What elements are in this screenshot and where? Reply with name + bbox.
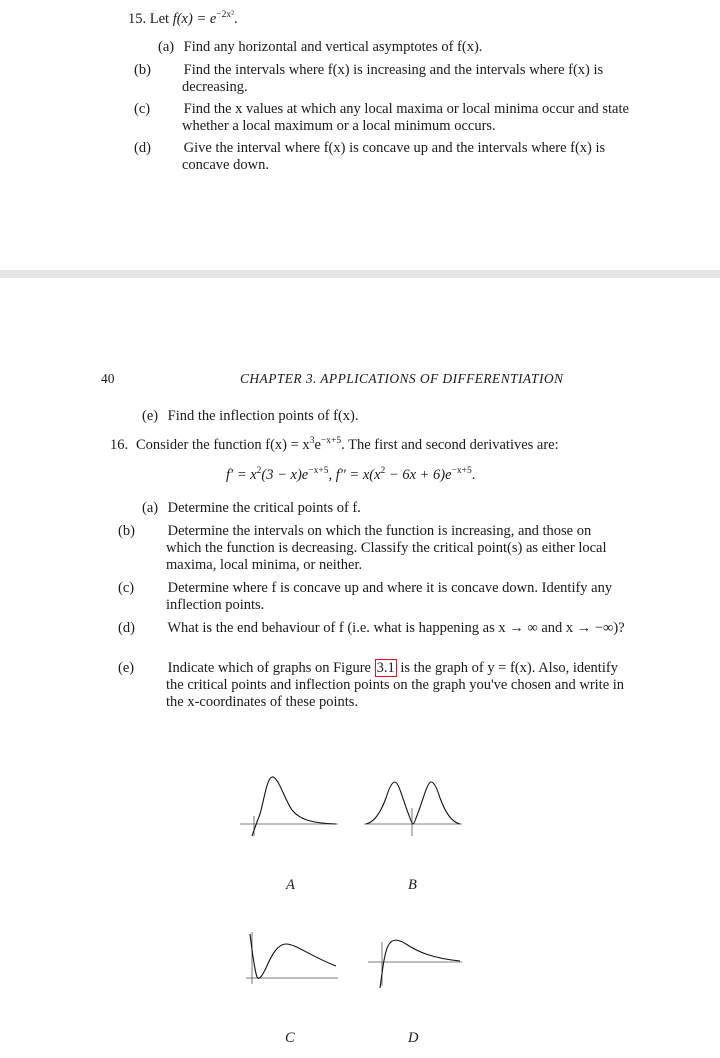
equation-sup: 2: [380, 466, 386, 476]
part-label: (d): [134, 140, 151, 156]
part-label: (e): [118, 660, 135, 676]
graph-label-c: C: [285, 1030, 295, 1046]
graph-d-curve: [380, 940, 460, 988]
part-label: (c): [134, 101, 151, 117]
part-label: (a): [158, 39, 175, 55]
part-label: (b): [134, 62, 151, 78]
chapter-header: CHAPTER 3. APPLICATIONS OF DIFFERENTIATION: [240, 371, 564, 386]
problem-16-intro: [110, 437, 559, 454]
problem-15-exponent: −2x²: [216, 10, 235, 20]
problem-16-part-b: [118, 523, 628, 574]
intro-sup: 3: [309, 436, 315, 446]
problem-15-part-b: [134, 62, 644, 96]
graph-label-b: B: [408, 877, 417, 893]
problem-15-part-d: [134, 140, 644, 174]
problem-16-part-e: [118, 660, 628, 711]
graph-c-curve: [250, 934, 336, 978]
part-text: is the graph of y = f(x). Also, identify the critical points and inflection points on the graph you've chosen and write in the x-coordinates of these points.: [166, 660, 625, 710]
problem-15-part-c: [134, 101, 644, 135]
graph-label-d: D: [408, 1030, 419, 1046]
part-label: (d): [118, 620, 135, 636]
part-text: Find any horizontal and vertical asymptotes of f(x).: [183, 39, 483, 55]
problem-15-function: f(x) = e: [172, 11, 217, 27]
equation-part: f′ = x: [226, 467, 257, 483]
graph-b-curve: [366, 782, 460, 824]
intro-sup: −x+5: [320, 436, 342, 446]
graph-a: [240, 772, 340, 838]
figure-reference-link[interactable]: 3.1: [376, 660, 395, 676]
equation-sup: 2: [256, 466, 262, 476]
page-number: 40: [101, 371, 115, 386]
problem-15-part-a: [158, 39, 628, 56]
equation-sup: −x+5: [451, 466, 472, 476]
part-label: (e): [142, 408, 159, 424]
equation-end: .: [471, 467, 476, 483]
problem-16-part-a: [142, 500, 361, 517]
problem-16-number: 16.: [110, 437, 129, 453]
problem-15-part-e: [142, 408, 359, 425]
problem-15-end: .: [234, 11, 238, 27]
problem-15-lead: Let: [149, 11, 170, 27]
part-text: What is the end behaviour of f (i.e. what is happening as x → ∞ and x → −∞)?: [167, 620, 625, 636]
problem-16-part-d: [118, 620, 628, 637]
part-text: Determine the critical points of f.: [167, 500, 361, 516]
part-text: Find the intervals where f(x) is increasing and the intervals where f(x) is decreasing.: [182, 62, 604, 95]
intro-text: e: [314, 437, 321, 453]
part-text: Find the inflection points of f(x).: [167, 408, 359, 424]
graph-b: [364, 778, 464, 838]
page-break-divider: [0, 270, 720, 278]
equation-part: − 6x + 6)e: [385, 467, 452, 483]
part-text: Determine where f is concave up and where it is concave down. Identify any inflection points.: [166, 580, 613, 613]
graph-c: [244, 930, 340, 986]
part-label: (b): [118, 523, 135, 539]
part-label: (a): [142, 500, 159, 516]
part-label: (c): [118, 580, 135, 596]
problem-16-part-c: [118, 580, 628, 614]
equation-part: , f″ = x(x: [328, 467, 381, 483]
graph-label-a: A: [286, 877, 295, 893]
equation-part: (3 − x)e: [261, 467, 309, 483]
intro-text: . The first and second derivatives are:: [341, 437, 559, 453]
part-text: Indicate which of graphs on Figure: [167, 660, 371, 676]
part-text: Give the interval where f(x) is concave up and the intervals where f(x) is concave down.: [182, 140, 606, 173]
problem-15-statement: [128, 11, 238, 28]
derivatives-equation: [226, 467, 475, 484]
intro-text: Consider the function f(x) = x: [136, 437, 310, 453]
graph-d: [366, 934, 464, 990]
problem-15-number: 15.: [128, 11, 147, 27]
part-text: Determine the intervals on which the function is increasing, and those on which the function is decreasing. Classify the critical point(s) as either local maxima, local minima, or neither.: [166, 523, 607, 573]
graph-a-curve: [252, 777, 336, 836]
part-text: Find the x values at which any local maxima or local minima occur and state whether a local maximum or a local minimum occurs.: [182, 101, 629, 134]
equation-sup: −x+5: [308, 466, 329, 476]
